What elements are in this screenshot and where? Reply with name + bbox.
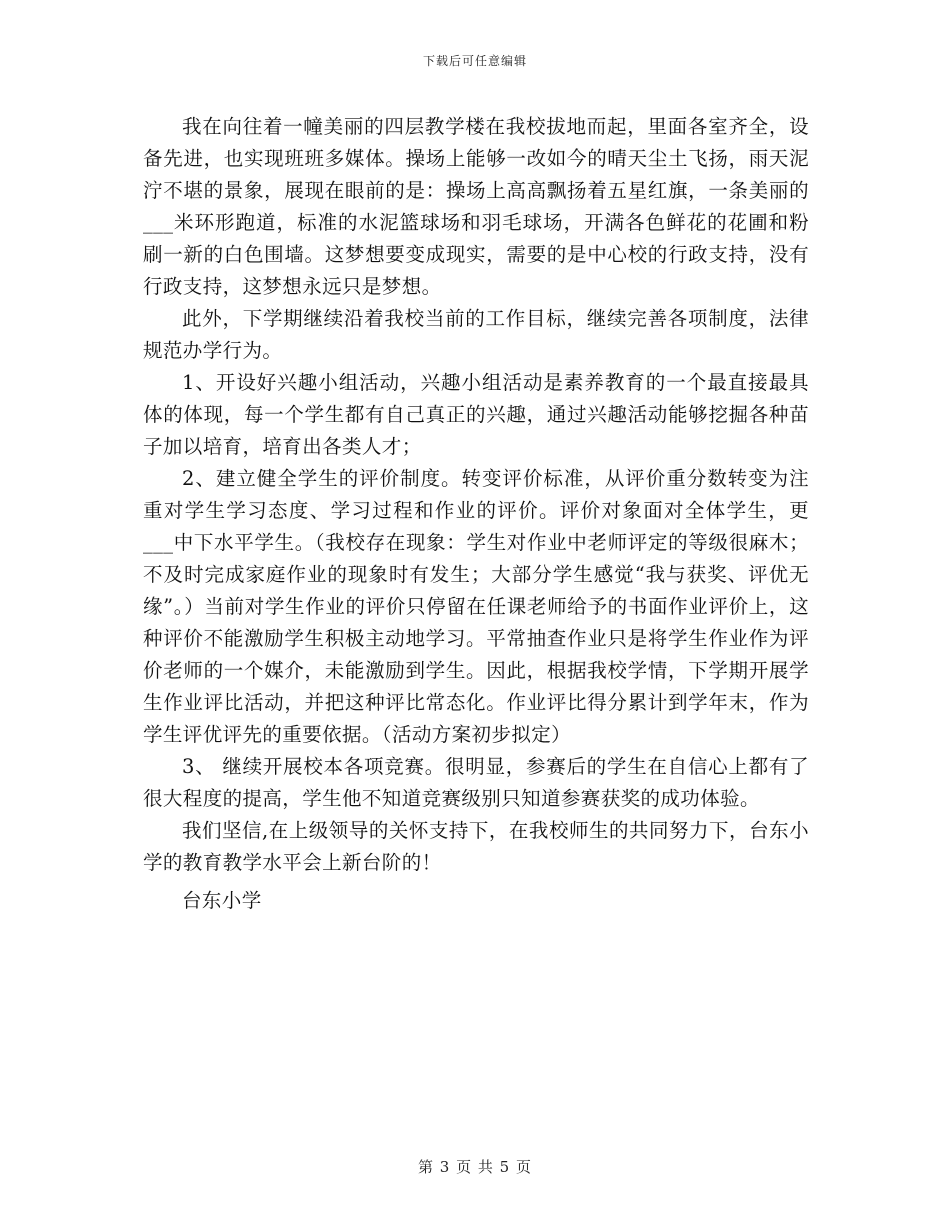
paragraph-item-3: 3、 继续开展校本各项竞赛。很明显，参赛后的学生在自信心上都有了很大程度的提高，学生他不知道竞赛级别只知道参赛获奖的成功体验。	[143, 755, 809, 810]
paragraph-item-2: 2、建立健全学生的评价制度。转变评价标准，从评价重分数转变为注重对学生学习态度、学习过程和作业的评价。评价对象面对全体学生，更___中下水平学生。（我校存在现象：学生对作业中老师评定的等级很麻木；不及时完成家庭作业的现象时有发生；大部分学生感觉“我与获奖、评优无缘”。）当前对学生作业的评价只停留在任课老师给予的书面作业评价上，这种评价不能激励学生积极主动地学习。平常抽查作业只是将学生作业作为评价老师的一个媒介，未能激励到学生。因此，根据我校学情，下学期开展学生作业评比活动，并把这种评比常态化。作业评比得分累计到学年末，作为学生评优评先的重要依据。（活动方案初步拟定）	[143, 467, 809, 746]
signature: 台东小学	[182, 889, 262, 912]
paragraph-item-1: 1、开设好兴趣小组活动，兴趣小组活动是素养教育的一个最直接最具体的体现，每一个学生都有自己真正的兴趣，通过兴趣活动能够挖掘各种苗子加以培育，培育出各类人才；	[143, 371, 809, 458]
paragraph-closing: 我们坚信,在上级领导的关怀支持下，在我校师生的共同努力下，台东小学的教育教学水平会上新台阶的！	[143, 819, 809, 874]
page-footer: 第 3 页 共 5 页	[418, 1158, 532, 1176]
paragraph-goals: 此外，下学期继续沿着我校当前的工作目标，继续完善各项制度，法律规范办学行为。	[143, 307, 809, 362]
header-note: 下载后可任意编辑	[422, 54, 527, 68]
paragraph-vision: 我在向往着一幢美丽的四层教学楼在我校拔地而起，里面各室齐全，设备先进，也实现班班多媒体。操场上能够一改如今的晴天尘土飞扬，雨天泥泞不堪的景象，展现在眼前的是：操场上高高飘扬着五星红旗，一条美丽的___米环形跑道，标准的水泥篮球场和羽毛球场，开满各色鲜花的花圃和粉刷一新的白色围墙。这梦想要变成现实，需要的是中心校的行政支持，没有行政支持，这梦想永远只是梦想。	[143, 115, 809, 298]
document-body	[143, 111, 809, 917]
